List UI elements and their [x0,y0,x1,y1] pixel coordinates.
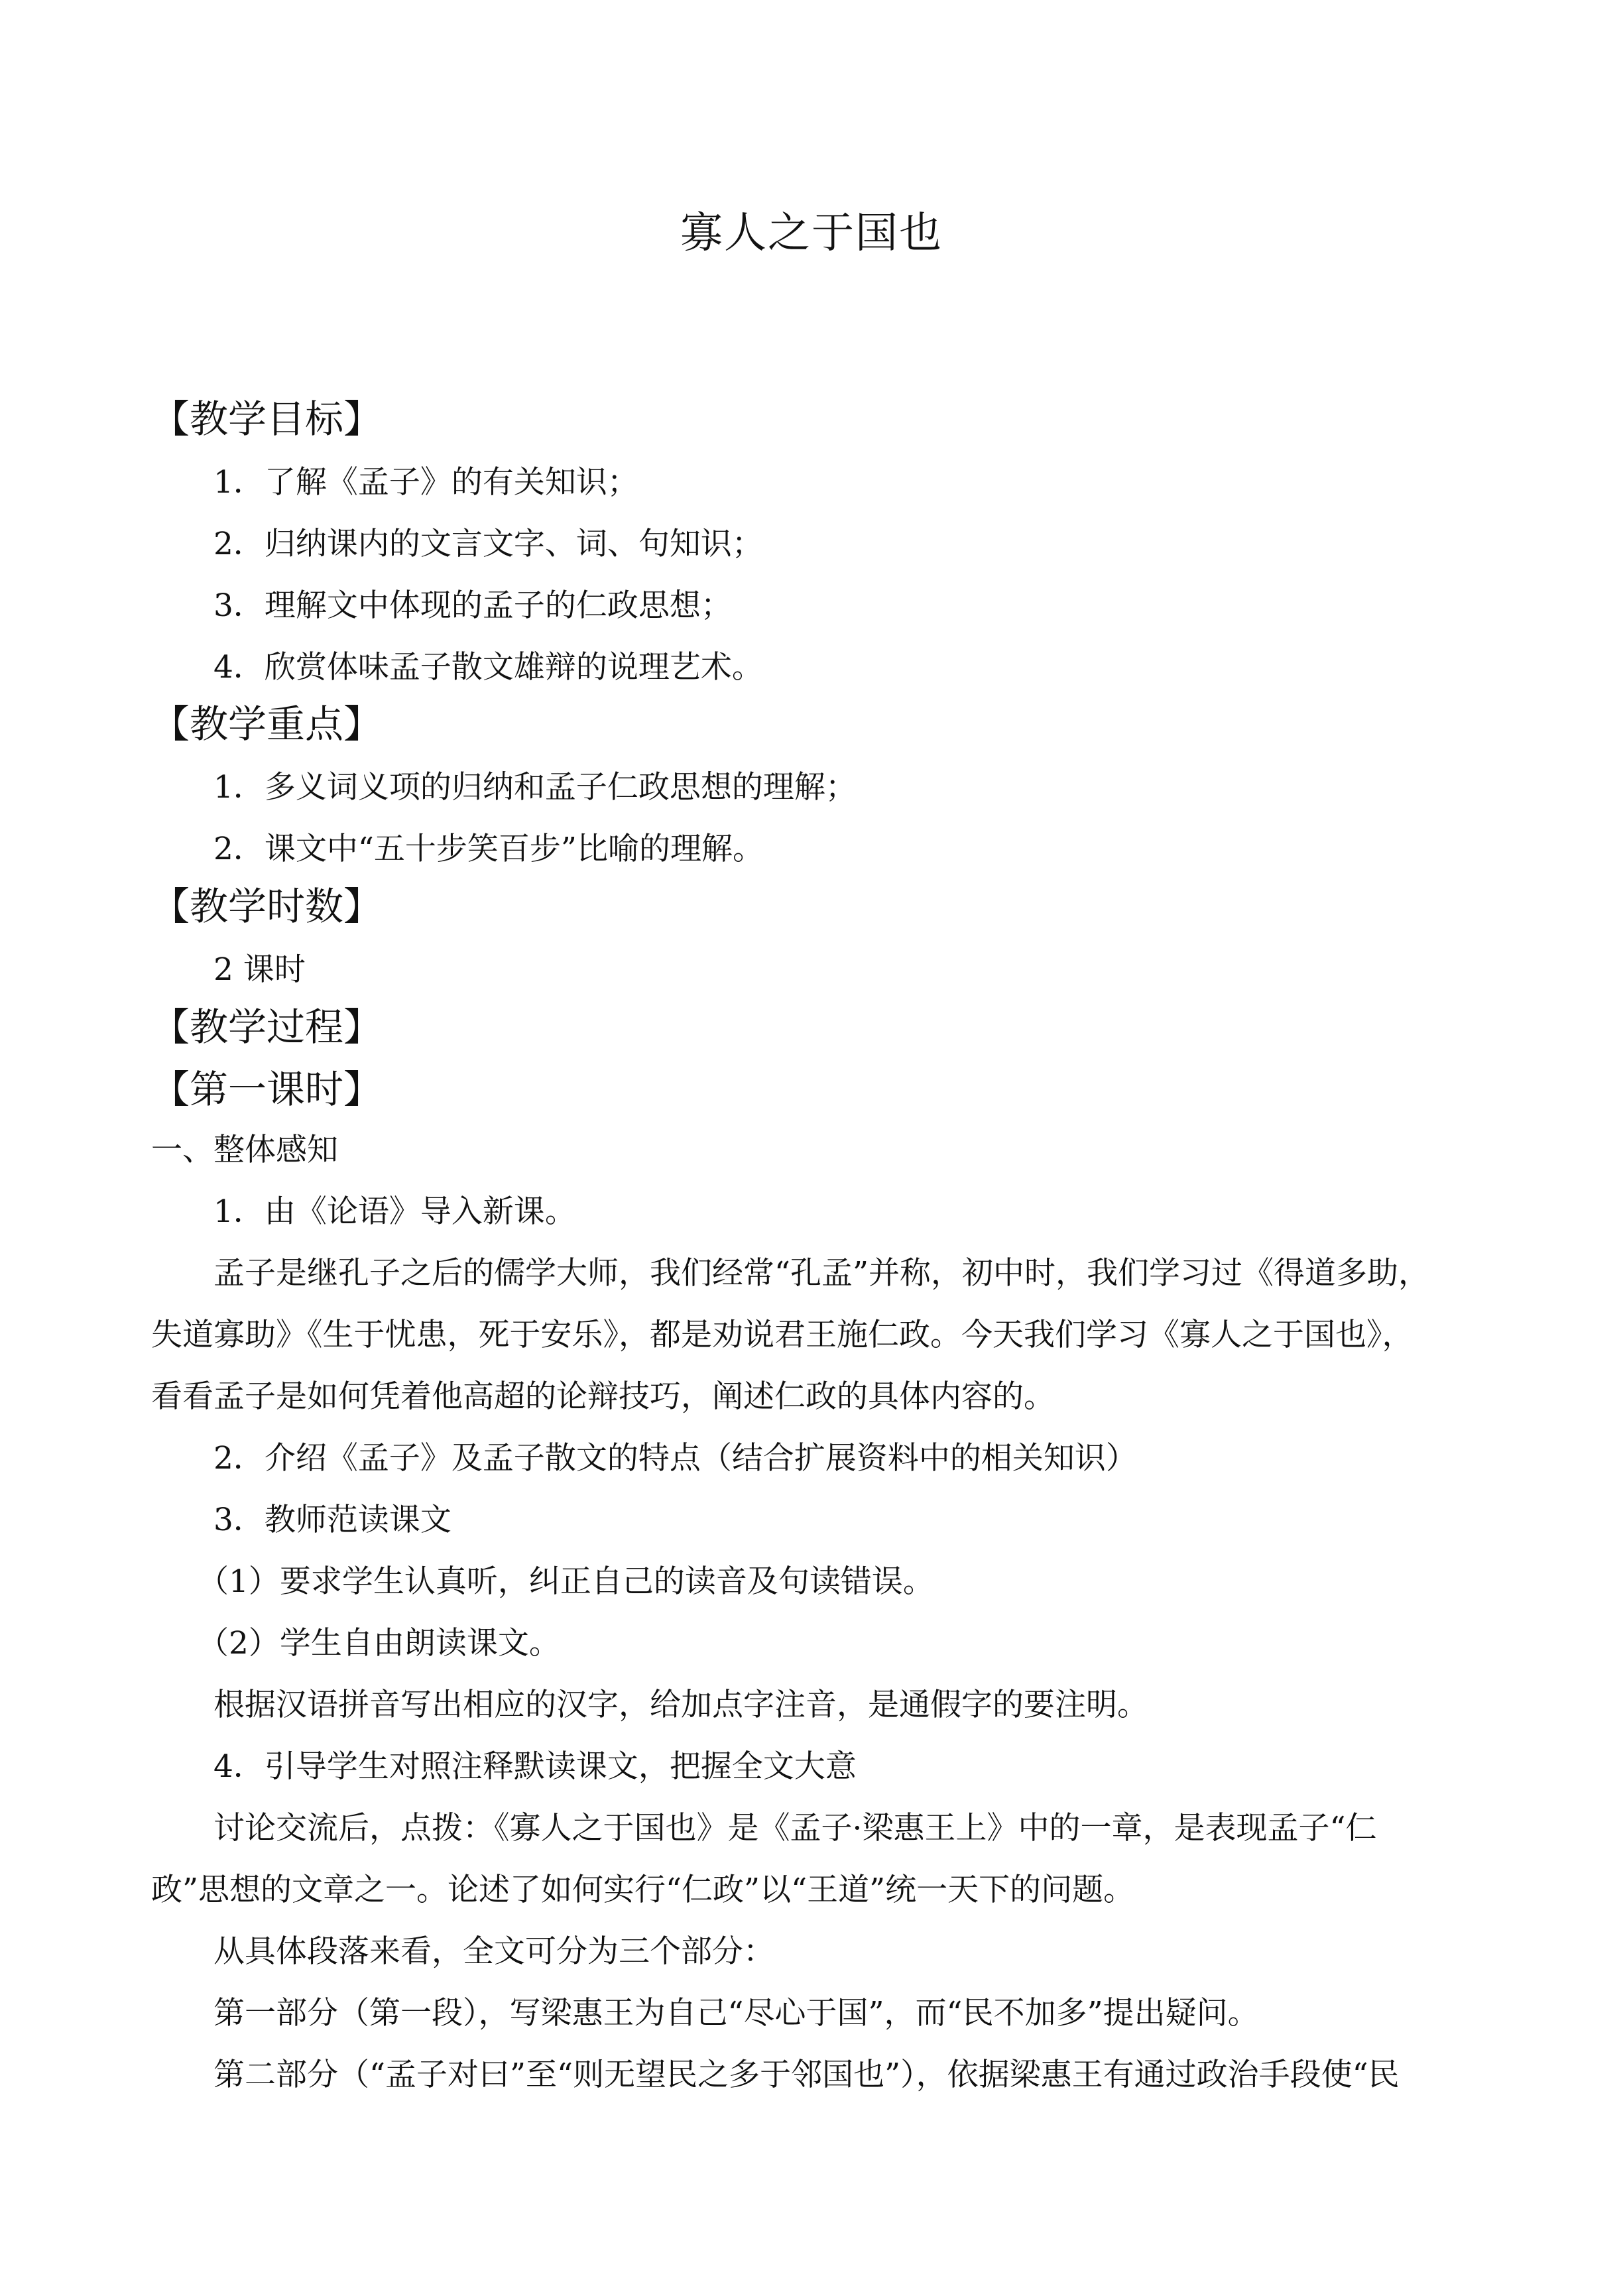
heading-objectives: 【教学目标】 [151,396,383,442]
step-item: 2．介绍《孟子》及孟子散文的特点（结合扩展资料中的相关知识） [213,1440,1137,1477]
key-point-item: 2．课文中“五十步笑百步”比喻的理解。 [213,831,764,867]
heading-hours: 【教学时数】 [151,884,383,929]
hours-value: 2 课时 [213,951,306,988]
objective-item: 3．理解文中体现的孟子的仁政思想； [213,587,732,624]
step-item: 1．由《论语》导入新课。 [213,1193,576,1230]
paragraph-line: 政”思想的文章之一。论述了如何实行“仁政”以“王道”统一天下的问题。 [151,1872,1135,1908]
sub-item: （2）学生自由朗读课文。 [198,1625,560,1662]
heading-process: 【教学过程】 [151,1004,383,1050]
part-title: 一、整体感知 [151,1132,338,1168]
key-point-item: 1．多义词义项的归纳和孟子仁政思想的理解； [213,769,857,806]
heading-key-points: 【教学重点】 [151,701,383,747]
step-item: 4．引导学生对照注释默读课文，把握全文大意 [213,1748,857,1785]
sub-item: （1）要求学生认真听，纠正自己的读音及句读错误。 [198,1563,934,1600]
paragraph-line: 孟子是继孔子之后的儒学大师，我们经常“孔孟”并称，初中时，我们学习过《得道多助， [213,1255,1430,1292]
heading-first-lesson: 【第一课时】 [151,1067,383,1112]
page-title: 寡人之于国也 [680,209,943,258]
objective-item: 1．了解《孟子》的有关知识； [213,464,638,501]
paragraph-line: 看看孟子是如何凭着他高超的论辩技巧，阐述仁政的具体内容的。 [151,1378,1055,1415]
paragraph-line: 讨论交流后，点拨：《寡人之于国也》是《孟子·梁惠王上》中的一章，是表现孟子“仁 [213,1810,1377,1846]
paragraph-line: 从具体段落来看，全文可分为三个部分： [213,1933,774,1970]
step-item: 3．教师范读课文 [213,1502,451,1538]
paragraph-line: 失道寡助》《生于忧患，死于安乐》，都是劝说君王施仁政。今天我们学习《寡人之于国也》， [151,1317,1413,1353]
objective-item: 2．归纳课内的文言文字、词、句知识； [213,526,763,562]
paragraph-line: 第二部分（“孟子对曰”至“则无望民之多于邻国也”），依据梁惠王有通过政治手段使“民 [213,2057,1400,2093]
objective-item: 4．欣赏体味孟子散文雄辩的说理艺术。 [213,649,763,686]
paragraph-line: 根据汉语拼音写出相应的汉字，给加点字注音，是通假字的要注明。 [213,1687,1148,1723]
paragraph-line: 第一部分（第一段），写梁惠王为自己“尽心于国”，而“民不加多”提出疑问。 [213,1995,1259,2031]
